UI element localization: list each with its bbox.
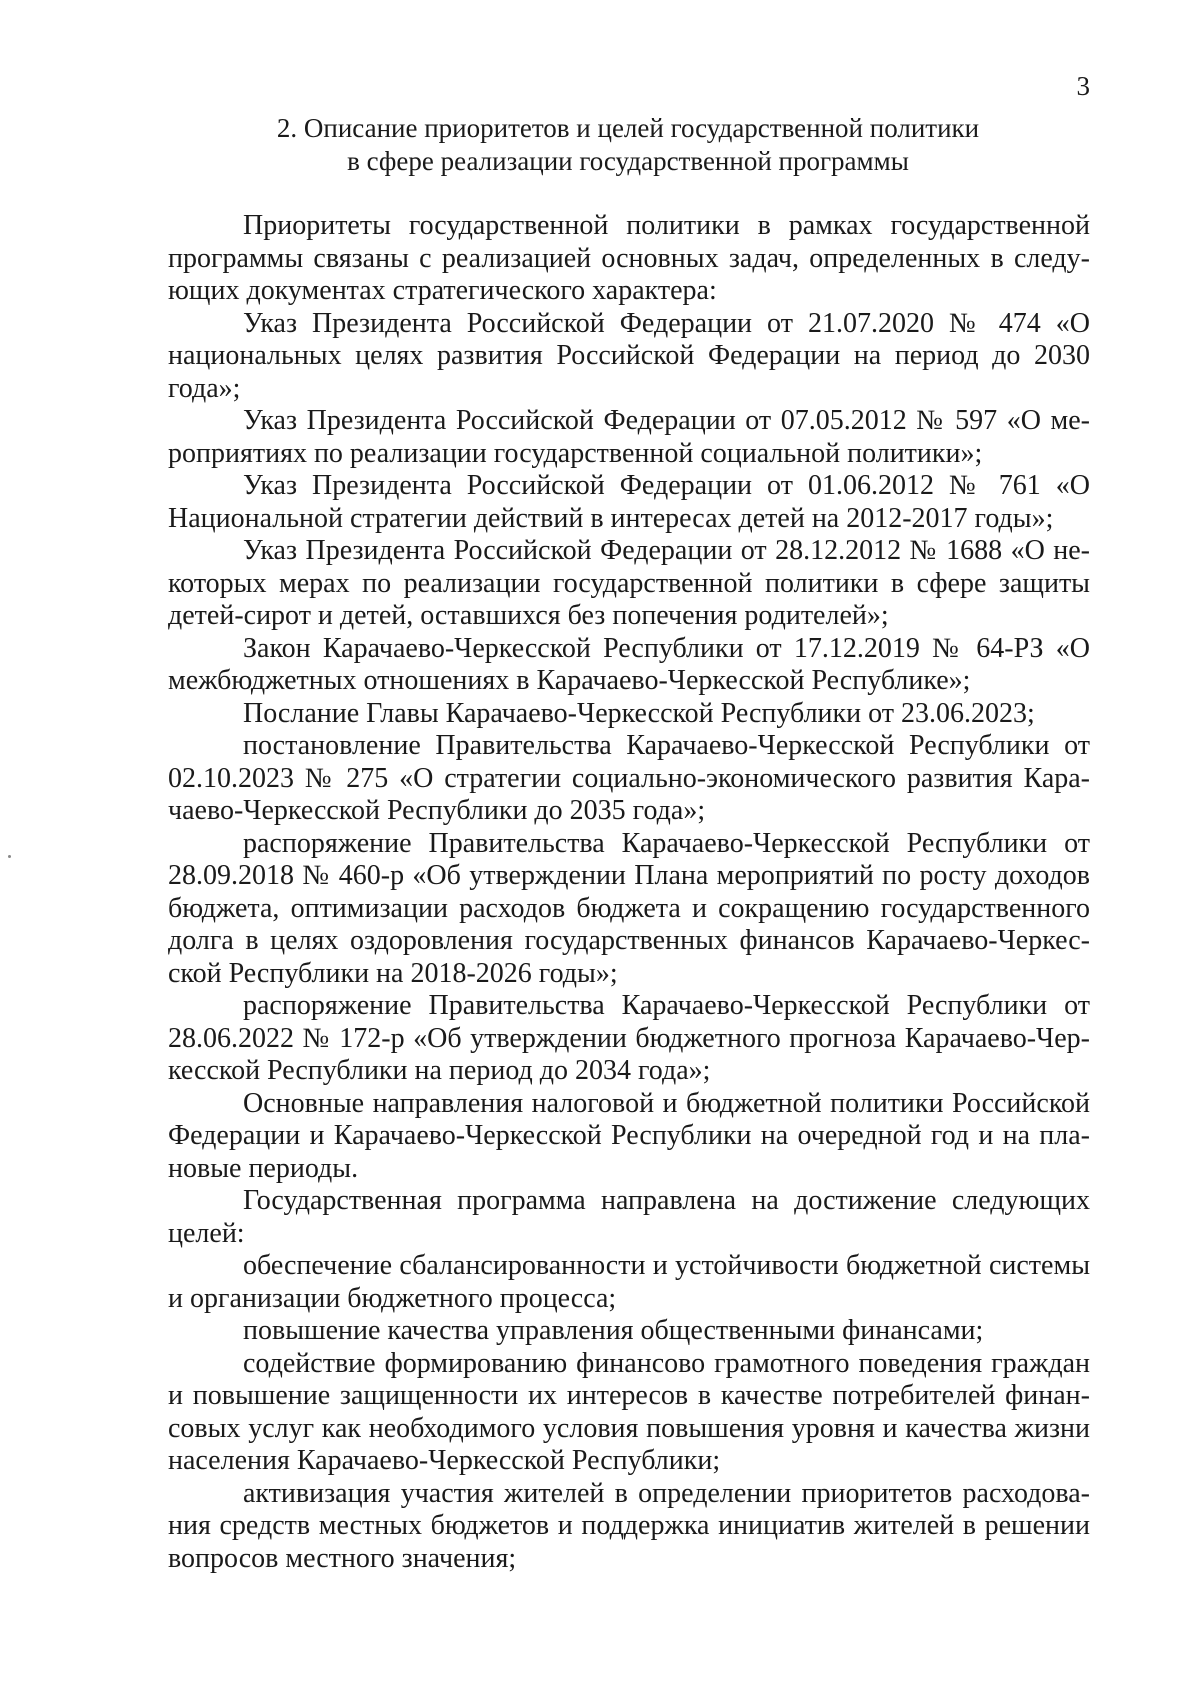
paragraph-goals-intro: Государственная программа направлена на достижение следующих целей:	[168, 1185, 1090, 1249]
paragraph-law-64-rz: Закон Карачаево-Черкесской Республики от 17.12.2019 № 64-РЗ «О межбюджетных отношениях в Карачаево-Черкесской Республике»;	[168, 632, 1090, 696]
paragraph-decree-474: Указ Президента Российской Федерации от 21.07.2020 № 474 «О национальных целях развития Российской Федерации на период до 2030 года»;	[168, 307, 1090, 404]
paragraph-goal-balance: обеспечение сбалансированности и устойчивости бюджетной системы и организации бюджетного процесса;	[168, 1250, 1090, 1314]
paragraph-decree-761: Указ Президента Российской Федерации от 01.06.2012 № 761 «О Национальной стратегии действий в интересах детей на 2012-2017 годы»;	[168, 470, 1090, 534]
paragraph-decree-1688: Указ Президента Российской Федерации от 28.12.2012 № 1688 «О некоторых мерах по реализации государственной политики в сфере защиты детей-сирот и детей, оставшихся без попечения родителей»;	[168, 535, 1090, 631]
paragraph-goal-participation: активизация участия жителей в определении приоритетов расходования средств местных бюджетов и поддержка инициатив жителей в решении вопросов местного значения;	[168, 1477, 1090, 1574]
paragraph-intro: Приоритеты государственной политики в рамках государственной программы связаны с реализацией основных задач, определенных в следующих документах стратегического характера:	[168, 210, 1090, 306]
paragraph-order-460-r: распоряжение Правительства Карачаево-Черкесской Республики от 28.09.2018 № 460-р «Об утверждении Плана мероприятий по росту доходов бюджета, оптимизации расходов бюджета и сокращению государственного долга в целях оздоровления государственных финансов Карачаево-Черкесской Республики на 2018-2026 годы»;	[168, 827, 1090, 989]
page-number: 3	[1076, 71, 1090, 101]
section-heading-line-2: в сфере реализации государственной программы	[347, 146, 909, 176]
section-heading-line-1: 2. Описание приоритетов и целей государственной политики	[276, 113, 980, 143]
paragraph-goal-management: повышение качества управления общественными финансами;	[243, 1315, 984, 1346]
scan-artifact-dot	[8, 855, 11, 858]
body-text	[168, 210, 1090, 1575]
paragraph-goal-literacy: содействие формированию финансово грамотного поведения граждан и повышение защищенности их интересов в качестве потребителей финансовых услуг как необходимого условия повышения уровня и качества жизни населения Карачаево-Черкесской Республики;	[168, 1347, 1090, 1476]
paragraph-main-directions: Основные направления налоговой и бюджетной политики Российской Федерации и Карачаево-Черкесской Республики на очередной год и на плановые периоды.	[168, 1087, 1090, 1184]
paragraph-decree-597: Указ Президента Российской Федерации от 07.05.2012 № 597 «О мероприятиях по реализации государственной социальной политики»;	[168, 405, 1090, 469]
paragraph-message-head: Послание Главы Карачаево-Черкесской Республики от 23.06.2023;	[243, 697, 1035, 729]
paragraph-order-172-r: распоряжение Правительства Карачаево-Черкесской Республики от 28.06.2022 № 172-р «Об утверждении бюджетного прогноза Карачаево-Черкесской Республики на период до 2034 года»;	[168, 990, 1090, 1086]
section-heading	[168, 112, 1088, 178]
paragraph-resolution-275: постановление Правительства Карачаево-Черкесской Республики от 02.10.2023 № 275 «О стратегии социально-экономического развития Карачаево-Черкесской Республики до 2035 года»;	[168, 730, 1090, 826]
